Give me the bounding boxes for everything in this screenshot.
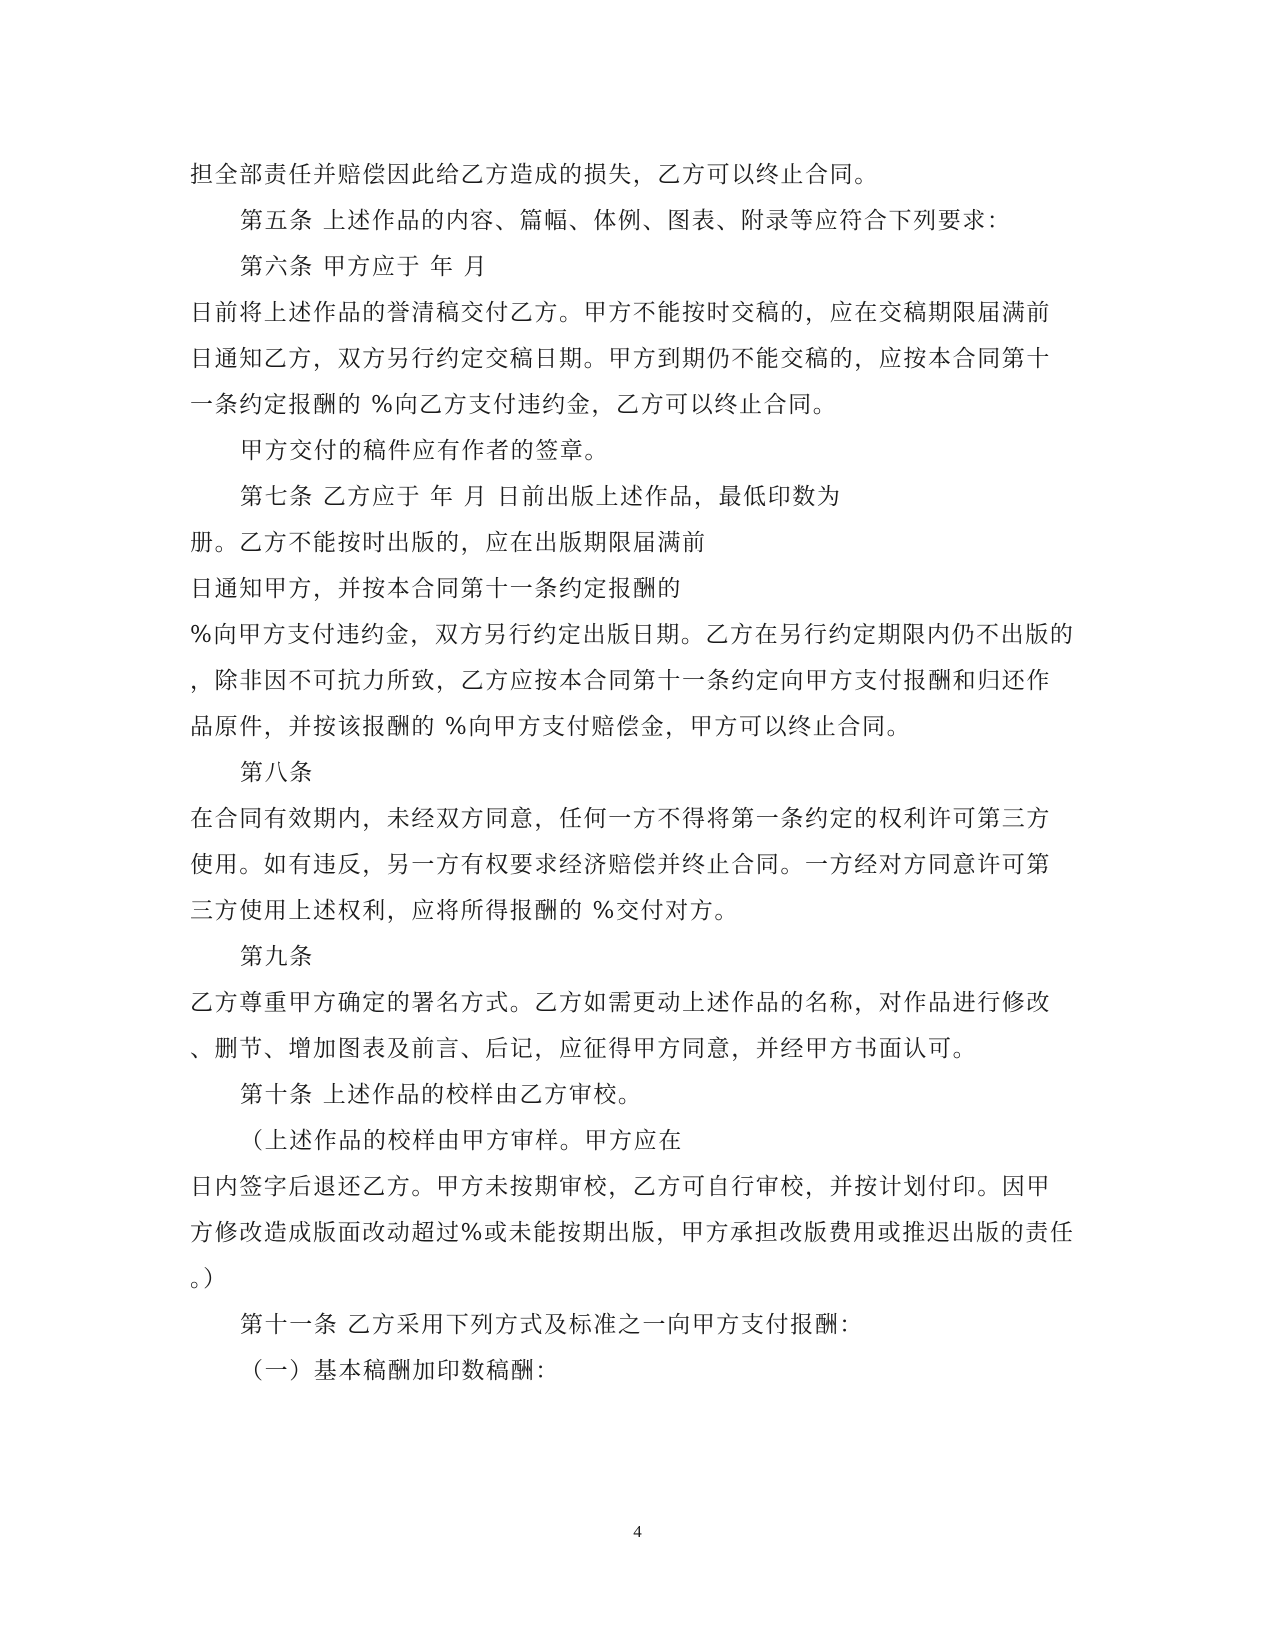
text-line: 第九条 (240, 944, 314, 970)
text-line: 在合同有效期内，未经双方同意，任何一方不得将第一条约定的权利许可第三方 (190, 806, 1051, 832)
text-line: 第八条 (240, 760, 314, 786)
text-line: 第六条 甲方应于 年 月 (240, 254, 489, 280)
text-line: 品原件，并按该报酬的 %向甲方支付赔偿金，甲方可以终止合同。 (190, 714, 912, 740)
text-line: 使用。如有违反，另一方有权要求经济赔偿并终止合同。一方经对方同意许可第 (190, 852, 1051, 878)
text-line: 第十条 上述作品的校样由乙方审校。 (240, 1082, 643, 1108)
text-line: 。） (190, 1266, 228, 1292)
text-line: 日前将上述作品的誉清稿交付乙方。甲方不能按时交稿的，应在交稿期限届满前 (190, 300, 1051, 326)
text-line: （一）基本稿酬加印数稿酬： (240, 1358, 560, 1384)
text-line: 日通知乙方，双方另行约定交稿日期。甲方到期仍不能交稿的，应按本合同第十 (190, 346, 1051, 372)
text-line: 第十一条 乙方采用下列方式及标准之一向甲方支付报酬： (240, 1312, 864, 1338)
text-line: 一条约定报酬的 %向乙方支付违约金，乙方可以终止合同。 (190, 392, 838, 418)
text-line: 日通知甲方，并按本合同第十一条约定报酬的 (190, 576, 682, 602)
text-line: 三方使用上述权利，应将所得报酬的 %交付对方。 (190, 898, 739, 924)
text-line: 甲方交付的稿件应有作者的签章。 (240, 438, 609, 464)
text-line: 乙方尊重甲方确定的署名方式。乙方如需更动上述作品的名称，对作品进行修改 (190, 990, 1051, 1016)
text-line: 第五条 上述作品的内容、篇幅、体例、图表、附录等应符合下列要求： (240, 208, 1012, 234)
text-line: 日内签字后退还乙方。甲方未按期审校，乙方可自行审校，并按计划付印。因甲 (190, 1174, 1051, 1200)
text-line: 、删节、增加图表及前言、后记，应征得甲方同意，并经甲方书面认可。 (190, 1036, 978, 1062)
text-line: 册。乙方不能按时出版的，应在出版期限届满前 (190, 530, 707, 556)
text-line: 方修改造成版面改动超过%或未能按期出版，甲方承担改版费用或推迟出版的责任 (190, 1220, 1075, 1246)
text-line: 第七条 乙方应于 年 月 日前出版上述作品，最低印数为 (240, 484, 842, 510)
page-number: 4 (633, 1522, 642, 1541)
text-line: 担全部责任并赔偿因此给乙方造成的损失，乙方可以终止合同。 (190, 162, 879, 188)
text-line: （上述作品的校样由甲方审样。甲方应在 (240, 1128, 683, 1154)
text-line: ，除非因不可抗力所致，乙方应按本合同第十一条约定向甲方支付报酬和归还作 (190, 668, 1051, 694)
text-line: %向甲方支付违约金，双方另行约定出版日期。乙方在另行约定期限内仍不出版的 (190, 622, 1075, 648)
